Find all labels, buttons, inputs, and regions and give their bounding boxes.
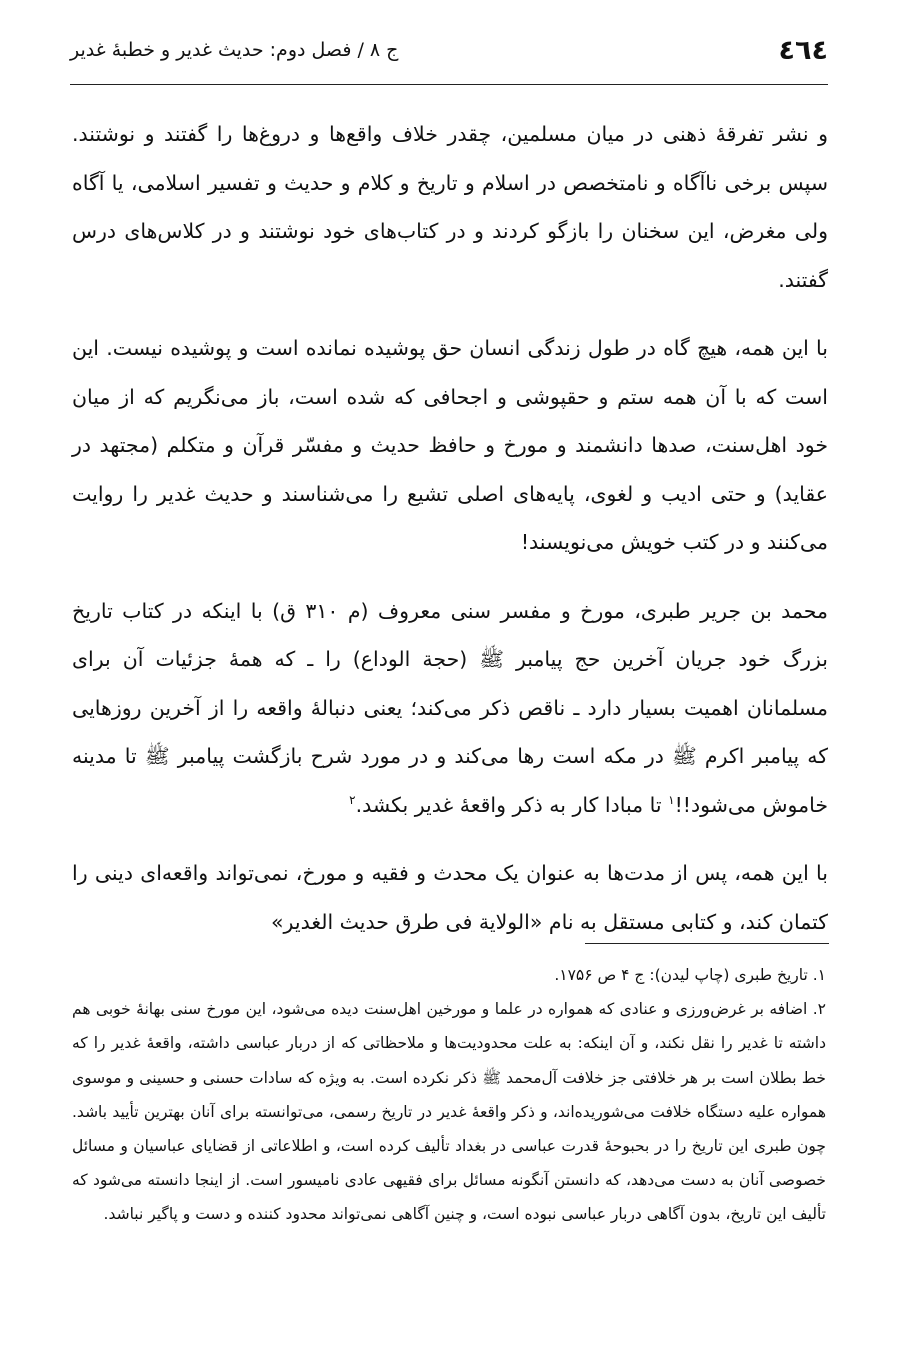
paragraph-3-tail: تا مبادا کار به ذکر واقعهٔ غدیر بکشد. — [355, 792, 669, 817]
footnote-1: ۱. تاریخ طبری (چاپ لیدن): ج ۴ ص ۱۷۵۶. — [554, 966, 826, 984]
paragraph-2: با این همه، هیچ گاه در طول زندگی انسان حق پوشیده نمانده است و پوشیده نیست. این است که با آن همه ستم و حقپوشی و اجحافی که شده است، باز می‌نگریم که از میان خود اهل‌سنت، صدها دانشمند و مورخ و حافظ حدیث و مفسّر قرآن و متکلم (مجتهد در عقاید) و حتی ادیب و لغوی، پایه‌های اصلی تشیع را می‌شناسند و حدیث غدیر را روایت می‌کنند و در کتب خویش می‌نویسند! — [72, 336, 828, 554]
paragraph-3 — [72, 587, 828, 830]
main-text — [72, 110, 828, 966]
page-header — [70, 30, 828, 70]
paragraph-1: و نشر تفرقهٔ ذهنی در میان مسلمین، چقدر خلاف واقع‌ها و دروغ‌ها را گفتند و نوشتند. سپس برخی ناآگاه و نامتخصص در اسلام و تاریخ و کلام و حدیث و تفسیر اسلامی، یا آگاه ولی مغرض، این سخنان را بازگو کردند و در کتاب‌های خود نوشتند و در کلاس‌های درس گفتند. — [72, 122, 828, 292]
footnote-ref-1[interactable]: ۱ — [668, 792, 675, 807]
paragraph-4: با این همه، پس از مدت‌ها به عنوان یک محدث و فقیه و مورخ، نمی‌تواند واقعه‌ای دینی را کتمان کند، و کتابی مستقل به نام «الولایة فی طرق حدیث الغدیر» — [72, 861, 828, 934]
footnote-2: ۲. اضافه بر غرض‌ورزی و عنادی که همواره در علما و مورخین اهل‌سنت دیده می‌شود، این مورخ سنی بهانهٔ خوبی هم داشته تا غدیر را نقل نکند، و آن اینکه: به علت محدودیت‌ها و ملاحظاتی که از دربار عباسی داشته، واقعهٔ غدیر را که خط بطلان است بر هر خلافتی جز خلافت آل‌محمد ﷺ ذکر نکرده است. به ویژه که سادات حسنی و حسینی و موسوی همواره علیه دستگاه خلافت می‌شوریده‌اند، و ذکر واقعهٔ غدیر در تاریخ رسمی، می‌توانسته برای آنان بهترین تأیید باشد. چون طبری این تاریخ را در بحبوحهٔ قدرت عباسی در بغداد تألیف کرده است، و اطلاعاتی از قضایای عباسیان و مسائل خصوصی آنان به دست می‌دهد، که دانستن آنگونه مسائل برای فقیهی عادی نامیسور است. از اینجا دانسته می‌شود که تألیف این تاریخ، بدون آگاهی دربار عباسی نبوده است، و چنین آگاهی نمی‌تواند محدود کننده و دست و پاگیر نباشد. — [72, 1000, 826, 1224]
running-head: ج ۸ / فصل دوم: حدیث غدیر و خطبهٔ غدیر — [70, 39, 399, 61]
footnotes — [72, 958, 826, 1232]
paragraph-3-text: محمد بن جریر طبری، مورخ و مفسر سنی معروف (م ۳۱۰ ق) با اینکه در کتاب تاریخ بزرگ خود جریان آخرین حج پیامبر ﷺ (حجة الوداع) را ـ که همهٔ جزئیات آن برای مسلمانان اهمیت بسیار دارد ـ ناقص ذکر می‌کند؛ یعنی دنبالهٔ واقعه را از آخرین روزهایی که پیامبر اکرم ﷺ در مکه است رها می‌کند و در مورد شرح بازگشت پیامبر ﷺ تا مدینه خاموش می‌شود!! — [72, 598, 828, 817]
footnote-ref-2[interactable]: ۲ — [349, 792, 356, 807]
header-divider — [70, 84, 828, 85]
page-number: ٤٦٤ — [778, 34, 828, 66]
footnote-divider — [585, 943, 829, 944]
